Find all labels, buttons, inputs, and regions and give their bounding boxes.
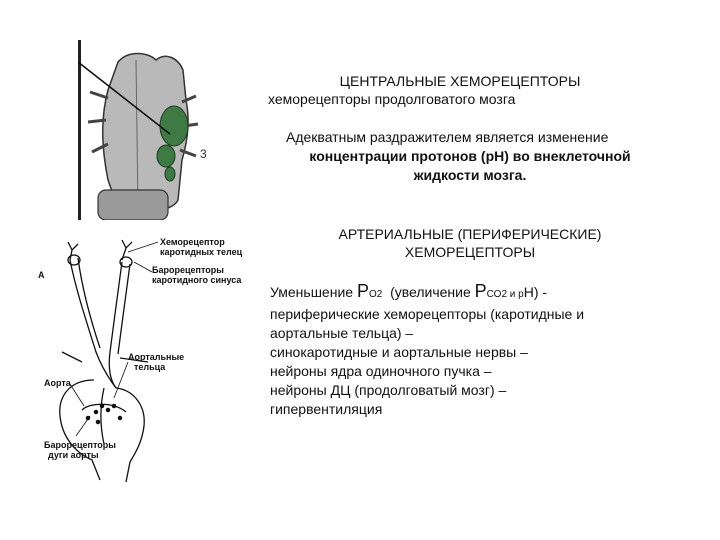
pathway-p2: Р — [474, 281, 487, 301]
panel-label: А — [38, 270, 45, 280]
pathway-middle: (увеличение — [382, 284, 475, 300]
pathway-line-6: нейроны ДЦ (продолговатый мозг) – — [270, 382, 507, 398]
pathway-suffix: ) - — [533, 284, 548, 300]
label-aortic-1: Аортальные — [128, 352, 185, 362]
stimulus-line-3: жидкости мозга. — [413, 167, 527, 183]
pathway-line-3: аортальные тельца) – — [270, 325, 414, 341]
pathway-co2: СО2 и р — [486, 289, 524, 300]
label-arch-1: Барорецепторы — [44, 440, 116, 450]
pathway-line-2: периферические хеморецепторы (каротидные и — [270, 306, 585, 322]
pathway-line-4: синокаротидные и аортальные нервы – — [270, 344, 528, 360]
label-aorta: Аорта — [44, 378, 71, 388]
label-chemoreceptor-1: Хеморецептор — [160, 237, 225, 247]
brainstem-illustration — [78, 40, 208, 220]
label-chemoreceptor-2: каротидных телец — [160, 247, 243, 257]
pathway-line-7: гипервентиляция — [270, 401, 383, 417]
pathway-line-5: нейроны ядра одиночного пучка – — [270, 363, 492, 379]
pathway-line-1 — [270, 282, 547, 304]
arterial-title-line-1: АРТЕРИАЛЬНЫЕ (ПЕРИФЕРИЧЕСКИЕ) — [338, 226, 602, 242]
label-arch-2: дуги аорты — [48, 450, 99, 460]
label-baroreceptor-1: Барорецепторы — [152, 265, 224, 275]
stimulus-line-1: Адекватным раздражителем является изменение — [286, 129, 609, 145]
label-aortic-2: тельца — [134, 362, 166, 372]
svg-text:3: 3 — [200, 147, 207, 161]
pathway-p1: Р — [356, 281, 369, 301]
stimulus-line-2: концентрации протонов (рН) во внеклеточной — [309, 148, 631, 164]
pathway-prefix: Уменьшение — [270, 284, 357, 300]
arterial-title-line-2: ХЕМОРЕЦЕПТОРЫ — [404, 244, 536, 260]
pathway-h: Н — [523, 284, 534, 300]
central-title: ЦЕНТРАЛЬНЫЕ ХЕМОРЕЦЕПТОРЫ — [339, 73, 581, 89]
label-baroreceptor-2: каротидного синуса — [152, 275, 242, 285]
central-subtitle: хеморецепторы продолговатого мозга — [268, 91, 516, 107]
pathway-o2: О2 — [368, 289, 383, 300]
